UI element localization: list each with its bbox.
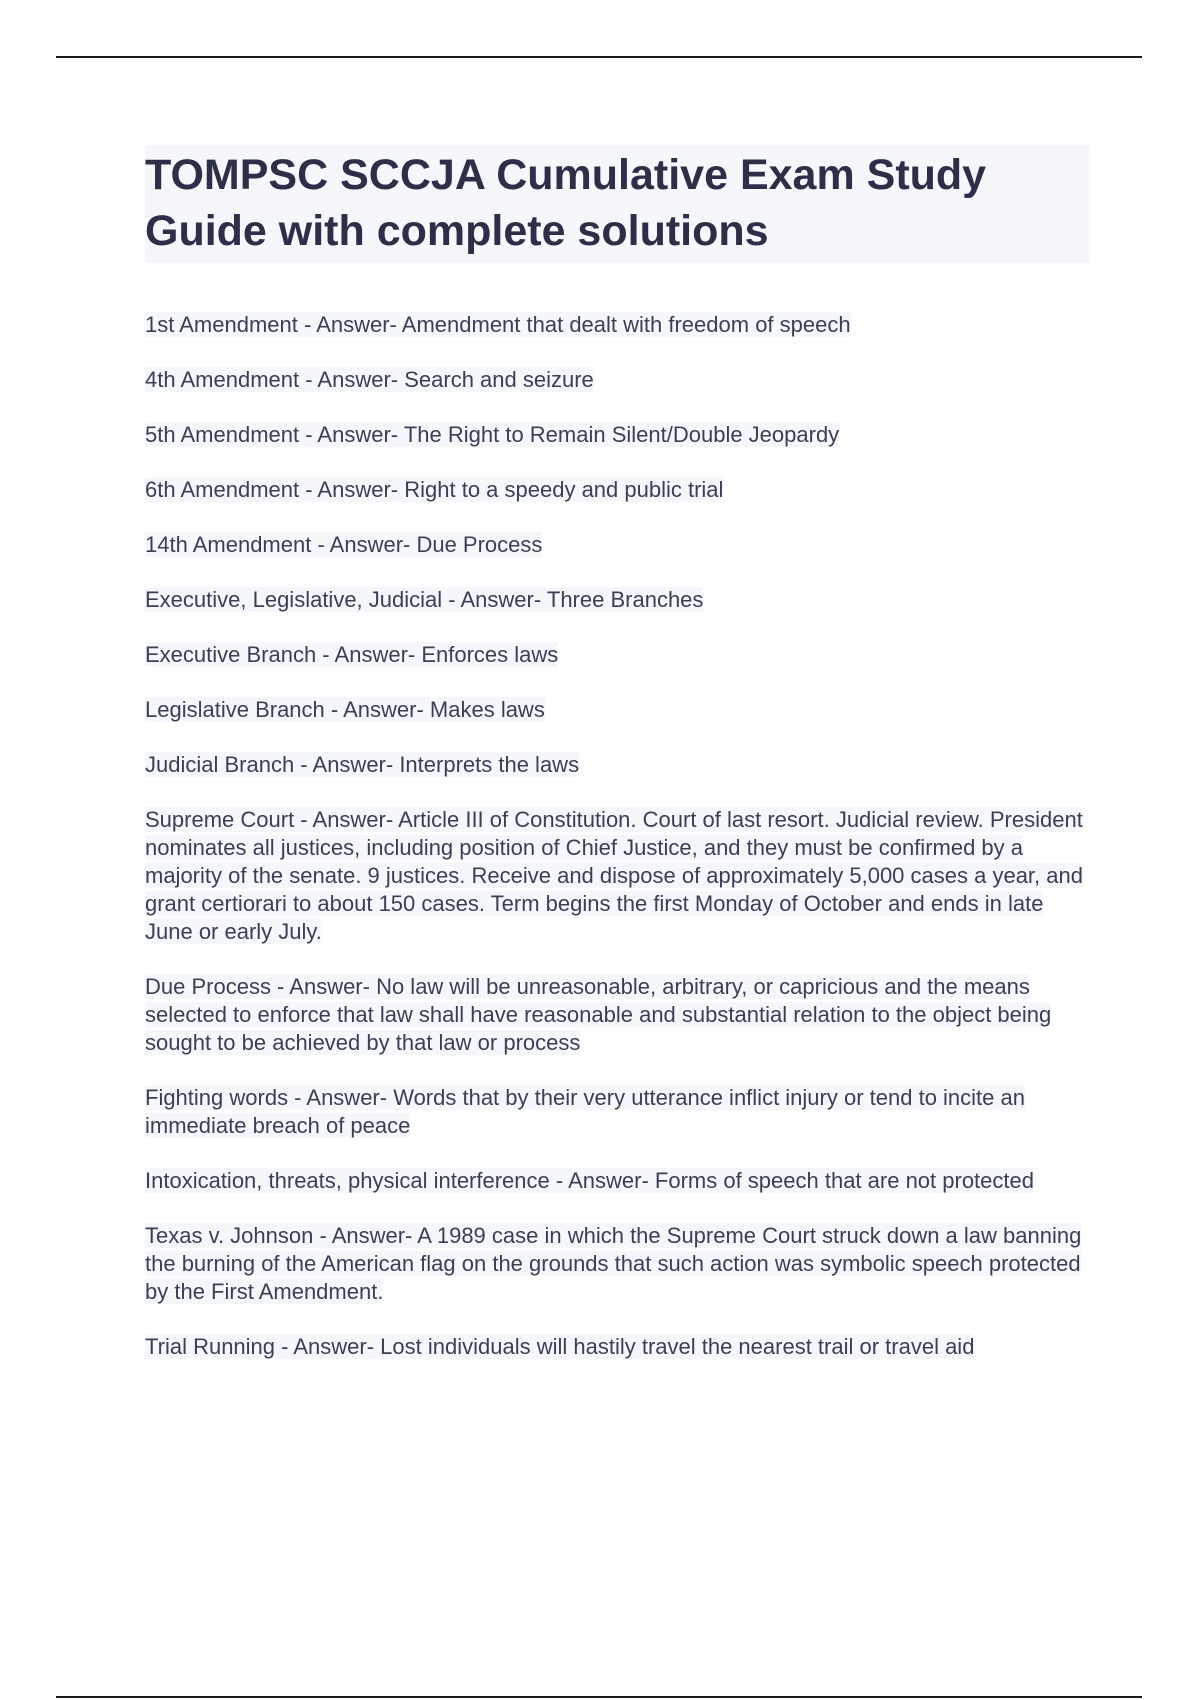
qa-item-fighting-words: Fighting words - Answer- Words that by their very utterance inflict injury or tend to incite an immediate breach of peace <box>145 1085 1025 1138</box>
qa-item-trial-running: Trial Running - Answer- Lost individuals will hastily travel the nearest trail or travel aid <box>145 1334 975 1359</box>
qa-list <box>145 311 1090 1361</box>
document-title: TOMPSC SCCJA Cumulative Exam Study Guide with complete solutions <box>145 145 1090 263</box>
qa-item-14th-amendment: 14th Amendment - Answer- Due Process <box>145 532 543 557</box>
top-rule <box>56 56 1142 58</box>
qa-item-three-branches: Executive, Legislative, Judicial - Answer- Three Branches <box>145 587 704 612</box>
qa-item-6th-amendment: 6th Amendment - Answer- Right to a speedy and public trial <box>145 477 724 502</box>
qa-item-legislative-branch: Legislative Branch - Answer- Makes laws <box>145 697 545 722</box>
qa-item-4th-amendment: 4th Amendment - Answer- Search and seizure <box>145 367 594 392</box>
qa-item-supreme-court: Supreme Court - Answer- Article III of Constitution. Court of last resort. Judicial review. President nominates all justices, including position of Chief Justice, and they must be confirmed by a majority of the senate. 9 justices. Receive and dispose of approximately 5,000 cases a year, and grant certiorari to about 150 cases. Term begins the first Monday of October and ends in late June or early July. <box>145 807 1083 944</box>
qa-item-judicial-branch: Judicial Branch - Answer- Interprets the laws <box>145 752 580 777</box>
qa-item-due-process: Due Process - Answer- No law will be unreasonable, arbitrary, or capricious and the means selected to enforce that law shall have reasonable and substantial relation to the object being sought to be achieved by that law or process <box>145 974 1052 1055</box>
bottom-rule <box>56 1696 1142 1698</box>
qa-item-executive-branch: Executive Branch - Answer- Enforces laws <box>145 642 559 667</box>
qa-item-unprotected-speech: Intoxication, threats, physical interference - Answer- Forms of speech that are not protected <box>145 1168 1034 1193</box>
document-body <box>145 145 1090 1388</box>
qa-item-5th-amendment: 5th Amendment - Answer- The Right to Remain Silent/Double Jeopardy <box>145 422 840 447</box>
qa-item-texas-v-johnson: Texas v. Johnson - Answer- A 1989 case in which the Supreme Court struck down a law banning the burning of the American flag on the grounds that such action was symbolic speech protected by the First Amendment. <box>145 1223 1082 1304</box>
qa-item-1st-amendment: 1st Amendment - Answer- Amendment that dealt with freedom of speech <box>145 312 851 337</box>
